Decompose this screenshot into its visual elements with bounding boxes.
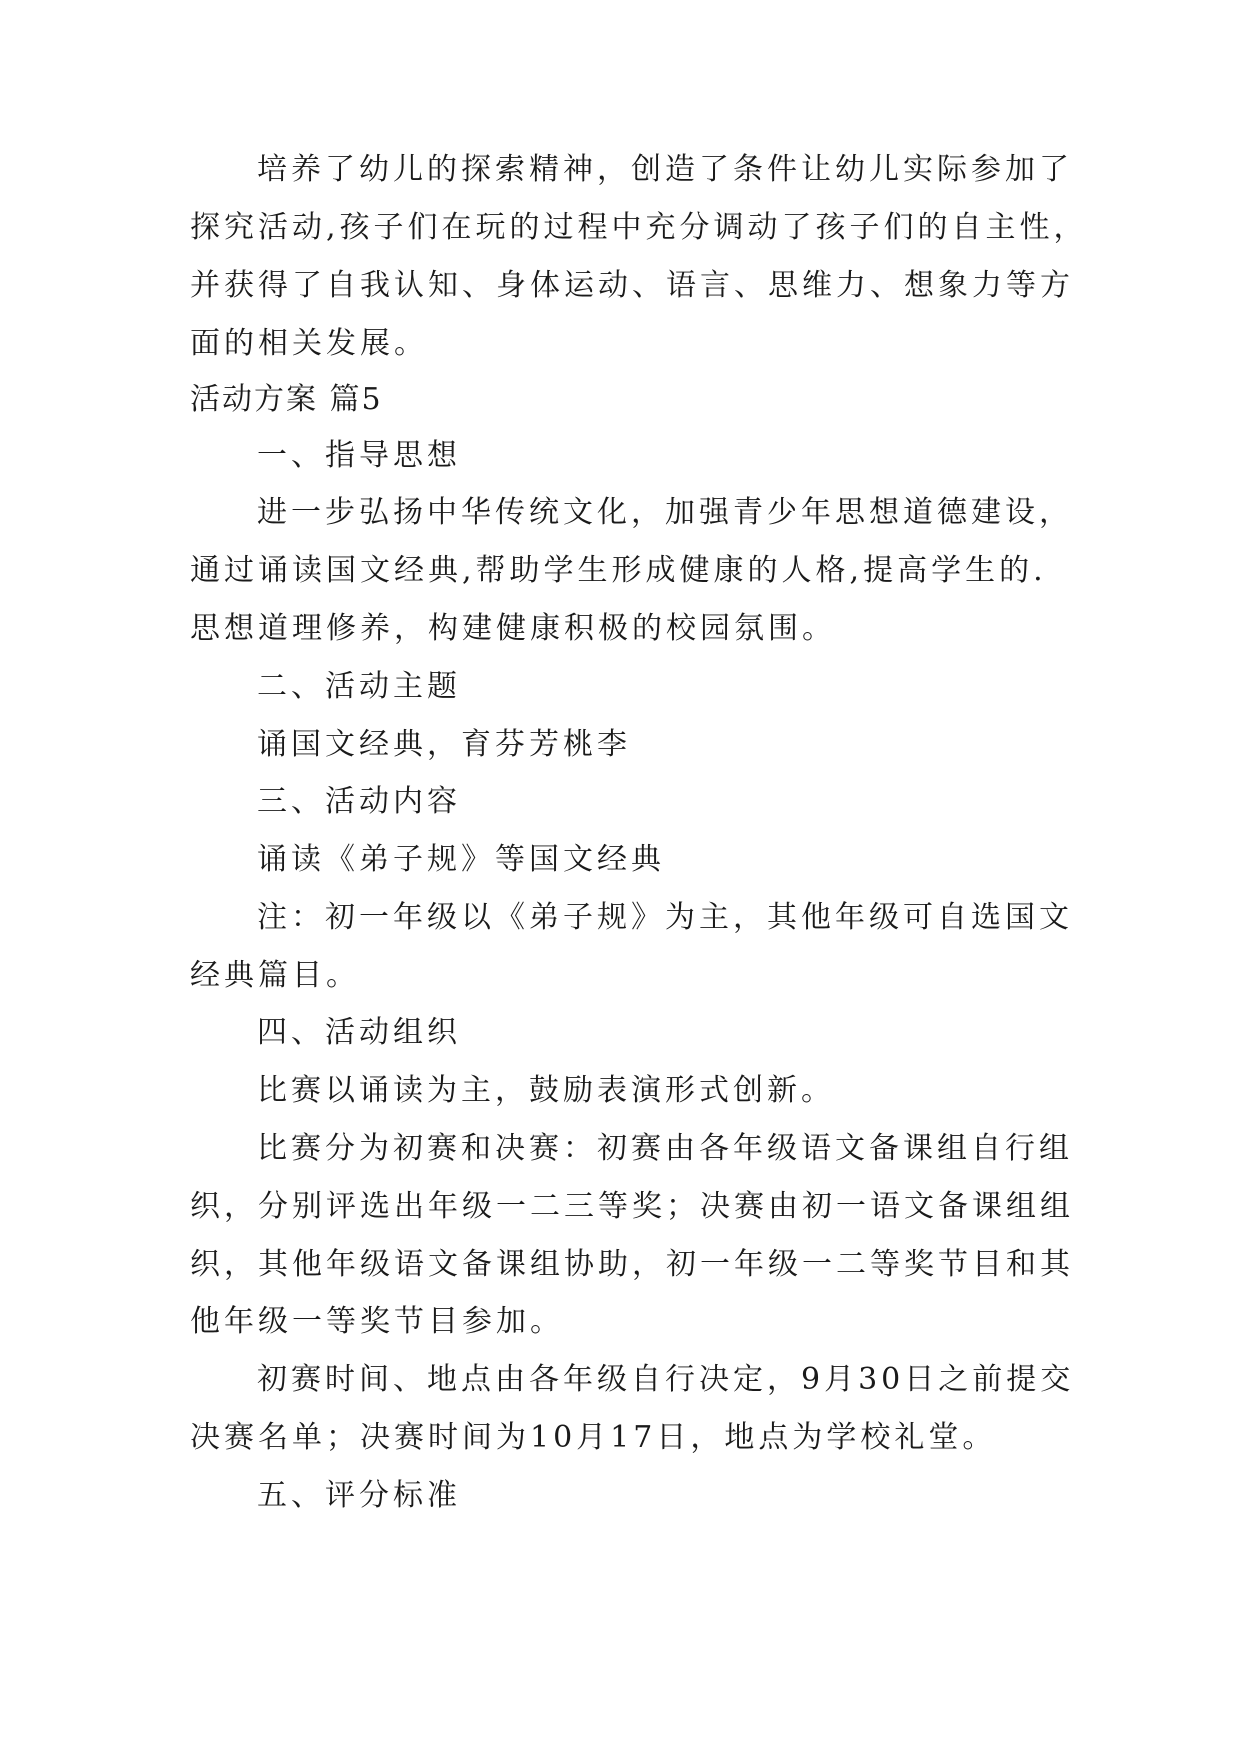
paragraph-line: 织，其他年级语文备课组协助，初一年级一二等奖节目和其: [190, 1247, 1074, 1282]
paragraph-line: 诵国文经典，育芬芳桃李: [257, 727, 631, 762]
heading-scoring-criteria: 五、评分标准: [257, 1478, 461, 1513]
paragraph-line: 注：初一年级以《弟子规》为主，其他年级可自选国文: [257, 900, 1073, 935]
section-title: 活动方案 篇5: [190, 382, 383, 417]
heading-activity-theme: 二、活动主题: [257, 669, 461, 704]
paragraph-line: 思想道理修养，构建健康积极的校园氛围。: [190, 611, 836, 646]
paragraph-line: 并获得了自我认知、身体运动、语言、思维力、想象力等方: [190, 268, 1074, 303]
paragraph-line: 经典篇目。: [190, 958, 360, 993]
paragraph-line: 决赛名单；决赛时间为10月17日，地点为学校礼堂。: [190, 1420, 997, 1455]
paragraph-line: 比赛以诵读为主，鼓励表演形式创新。: [257, 1073, 835, 1108]
paragraph-line: 织，分别评选出年级一二三等奖；决赛由初一语文备课组组: [190, 1189, 1074, 1224]
heading-activity-organization: 四、活动组织: [257, 1015, 461, 1050]
paragraph-line: 比赛分为初赛和决赛：初赛由各年级语文备课组自行组: [257, 1131, 1073, 1166]
paragraph-line: 探究活动,孩子们在玩的过程中充分调动了孩子们的自主性，: [190, 210, 1088, 245]
paragraph-line: 他年级一等奖节目参加。: [190, 1304, 564, 1339]
paragraph-line: 培养了幼儿的探索精神，创造了条件让幼儿实际参加了: [257, 152, 1073, 187]
paragraph-line: 诵读《弟子规》等国文经典: [257, 842, 665, 877]
paragraph-line: 通过诵读国文经典,帮助学生形成健康的人格,提高学生的.: [190, 553, 1047, 588]
heading-activity-content: 三、活动内容: [257, 784, 461, 819]
heading-guiding-thought: 一、指导思想: [257, 438, 461, 473]
paragraph-line: 初赛时间、地点由各年级自行决定，9月30日之前提交: [257, 1362, 1075, 1397]
paragraph-line: 面的相关发展。: [190, 326, 428, 361]
paragraph-line: 进一步弘扬中华传统文化，加强青少年思想道德建设，: [257, 495, 1073, 530]
